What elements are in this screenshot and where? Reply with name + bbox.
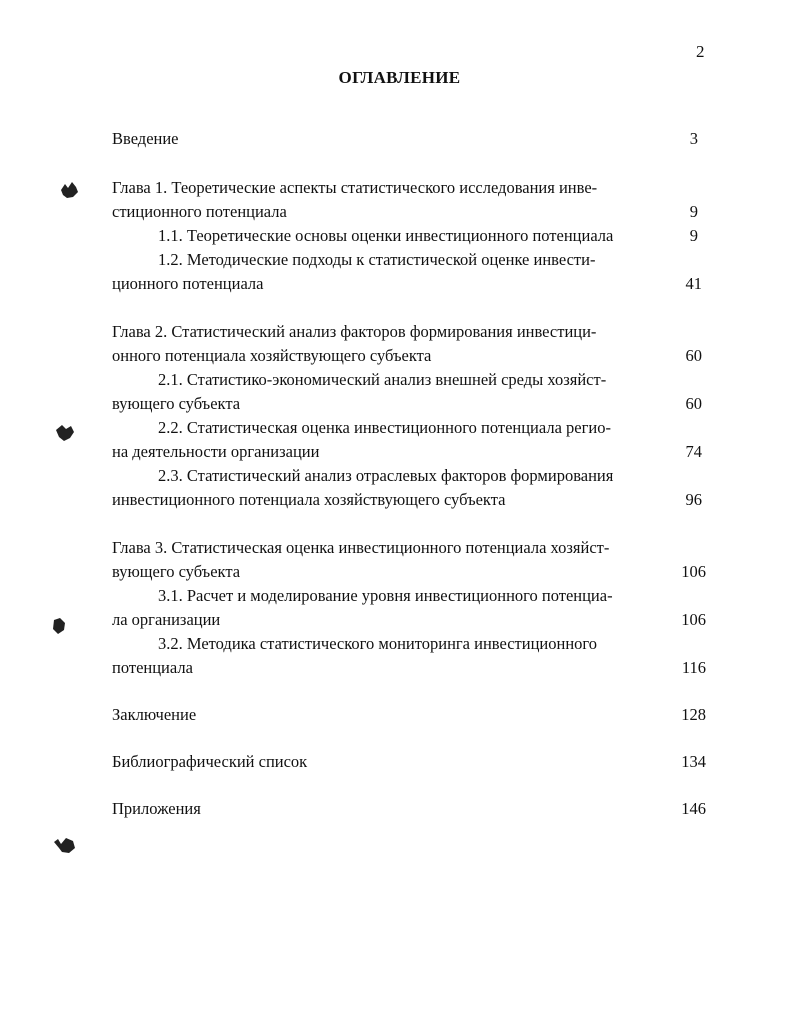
binding-mark-icon	[54, 422, 76, 444]
toc-page: 146	[681, 799, 706, 818]
page-number: 2	[696, 42, 705, 61]
toc-entry-section-2-2: 2.2. Статистическая оценка инвестиционного потенциала регио-	[158, 418, 611, 437]
toc-entry-chapter-3: Глава 3. Статистическая оценка инвестиционного потенциала хозяйст-	[112, 538, 610, 557]
toc-page: 41	[685, 274, 702, 293]
toc-entry-section-3-1-cont: ла организации	[112, 610, 221, 629]
toc-entry-section-1-2: 1.2. Методические подходы к статистической оценке инвести-	[158, 250, 596, 269]
toc-page: 3	[689, 129, 698, 148]
toc-entry-section-2-3: 2.3. Статистический анализ отраслевых факторов формирования	[158, 466, 614, 485]
toc-page: 60	[685, 346, 702, 365]
toc-entry-section-1-2-cont: ционного потенциала	[112, 274, 264, 293]
toc-page: 106	[681, 562, 706, 581]
toc-page: 134	[681, 752, 706, 771]
toc-entry-chapter-2: Глава 2. Статистический анализ факторов формирования инвестици-	[112, 322, 597, 341]
toc-page: 60	[685, 394, 702, 413]
binding-mark-icon	[58, 180, 80, 200]
toc-entry-bibliography: Библиографический список	[112, 752, 308, 771]
toc-entry-chapter-1: Глава 1. Теоретические аспекты статистического исследования инве-	[112, 178, 598, 197]
toc-entry-chapter-3-cont: вующего субъекта	[112, 562, 241, 581]
toc-page: 106	[681, 610, 706, 629]
toc-entry-section-2-2-cont: на деятельности организации	[112, 442, 320, 461]
toc-entry-section-2-1-cont: вующего субъекта	[112, 394, 241, 413]
page-title: ОГЛАВЛЕНИЕ	[338, 68, 461, 87]
toc-page: 116	[681, 658, 706, 677]
toc-entry-section-3-2-cont: потенциала	[112, 658, 193, 677]
toc-entry-conclusion: Заключение	[112, 705, 197, 724]
toc-entry-intro: Введение	[112, 129, 179, 148]
toc-page: 9	[689, 226, 698, 245]
binding-mark-icon	[52, 836, 78, 856]
toc-page: 96	[685, 490, 702, 509]
toc-entry-section-2-3-cont: инвестиционного потенциала хозяйствующего субъекта	[112, 490, 506, 509]
toc-entry-section-3-2: 3.2. Методика статистического мониторинга инвестиционного	[158, 634, 598, 653]
toc-entry-appendix: Приложения	[112, 799, 201, 818]
toc-page: 128	[681, 705, 706, 724]
binding-mark-icon	[50, 616, 68, 636]
toc-entry-section-2-1: 2.1. Статистико-экономический анализ внешней среды хозяйст-	[158, 370, 607, 389]
toc-entry-section-1-1: 1.1. Теоретические основы оценки инвестиционного потенциала	[158, 226, 614, 245]
toc-page: 74	[685, 442, 702, 461]
toc-entry-chapter-1-cont: стиционного потенциала	[112, 202, 287, 221]
toc-page: 9	[689, 202, 698, 221]
toc-entry-section-3-1: 3.1. Расчет и моделирование уровня инвестиционного потенциа-	[158, 586, 613, 605]
toc-entry-chapter-2-cont: онного потенциала хозяйствующего субъекта	[112, 346, 432, 365]
